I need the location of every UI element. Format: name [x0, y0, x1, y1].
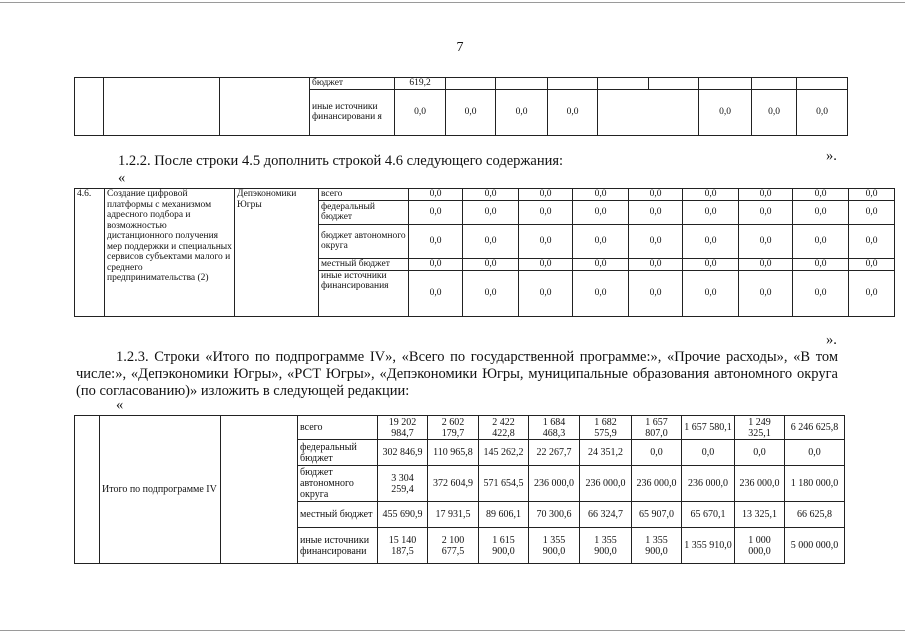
value-cell: 0,0 [683, 258, 739, 270]
value-cell [446, 78, 496, 90]
value-cell: 0,0 [793, 189, 849, 201]
subprogram-total-table [74, 415, 845, 564]
source-label: бюджет [310, 78, 395, 90]
source-label: федеральный бюджет [319, 200, 409, 224]
value-cell: 0,0 [849, 189, 895, 201]
scan-edge-bottom [0, 630, 905, 631]
open-quote: « [116, 397, 124, 413]
value-cell: 0,0 [409, 200, 463, 224]
value-cell: 0,0 [519, 224, 573, 258]
value-cell: 0,0 [683, 189, 739, 201]
value-cell: 66 324,7 [580, 502, 632, 528]
value-cell: 0,0 [573, 270, 629, 316]
value-cell: 0,0 [629, 189, 683, 201]
value-cell: 2 602 179,7 [428, 416, 479, 440]
value-cell: 0,0 [739, 189, 793, 201]
value-cell: 0,0 [629, 224, 683, 258]
value-cell: 0,0 [463, 258, 519, 270]
value-cell: 0,0 [793, 270, 849, 316]
value-cell: 0,0 [683, 224, 739, 258]
value-cell: 1 684 468,3 [529, 416, 580, 440]
close-quote: ». [826, 148, 837, 164]
subprogram-name: Итого по подпрограмме IV [100, 416, 221, 564]
value-cell: 0,0 [793, 224, 849, 258]
value-cell: 5 000 000,0 [785, 528, 845, 564]
value-cell: 1 355 900,0 [580, 528, 632, 564]
value-cell: 0,0 [683, 200, 739, 224]
value-cell: 236 000,0 [682, 466, 735, 502]
source-label: всего [319, 189, 409, 201]
value-cell: 1 657 580,1 [682, 416, 735, 440]
row-4-6-table [74, 188, 895, 317]
value-cell: 0,0 [683, 270, 739, 316]
value-cell: 0,0 [496, 89, 548, 135]
value-cell: 0,0 [395, 89, 446, 135]
value-cell: 0,0 [849, 200, 895, 224]
scan-edge-top [0, 2, 905, 3]
value-cell: 22 267,7 [529, 440, 580, 466]
value-cell: 0,0 [793, 200, 849, 224]
source-label: местный бюджет [298, 502, 378, 528]
value-cell: 0,0 [573, 200, 629, 224]
value-cell: 1 615 900,0 [479, 528, 529, 564]
value-cell: 15 140 187,5 [378, 528, 428, 564]
value-cell: 2 100 677,5 [428, 528, 479, 564]
value-cell [649, 78, 699, 90]
value-cell: 0,0 [632, 440, 682, 466]
value-cell: 0,0 [573, 224, 629, 258]
value-cell: 0,0 [629, 258, 683, 270]
value-cell: 0,0 [548, 89, 598, 135]
page-number: 7 [456, 40, 464, 55]
value-cell: 236 000,0 [529, 466, 580, 502]
value-cell: 0,0 [785, 440, 845, 466]
value-cell: 24 351,2 [580, 440, 632, 466]
source-label: бюджет автономного округа [319, 224, 409, 258]
value-cell: 0,0 [409, 258, 463, 270]
cell-blank [220, 78, 310, 136]
value-cell: 455 690,9 [378, 502, 428, 528]
value-cell: 1 682 575,9 [580, 416, 632, 440]
value-cell: 236 000,0 [735, 466, 785, 502]
value-cell: 0,0 [463, 224, 519, 258]
source-label: всего [298, 416, 378, 440]
value-cell: 236 000,0 [632, 466, 682, 502]
value-cell: 0,0 [682, 440, 735, 466]
value-cell: 1 657 807,0 [632, 416, 682, 440]
value-cell: 6 246 625,8 [785, 416, 845, 440]
value-cell [598, 89, 699, 135]
value-cell [598, 78, 649, 90]
activity-name: Создание цифровой платформы с механизмом адресного подбора и возможностью дистанционного получения мер поддержки и специальных сервисов субъектами малого и среднего предпринимательства (2) [105, 189, 235, 317]
value-cell: 1 355 900,0 [529, 528, 580, 564]
value-cell [548, 78, 598, 90]
source-label: местный бюджет [319, 258, 409, 270]
source-label: федеральный бюджет [298, 440, 378, 466]
value-cell: 0,0 [519, 258, 573, 270]
value-cell: 0,0 [849, 258, 895, 270]
value-cell: 372 604,9 [428, 466, 479, 502]
cell-blank [104, 78, 220, 136]
value-cell: 1 355 910,0 [682, 528, 735, 564]
source-label: иные источники финансировани я [310, 89, 395, 135]
value-cell: 0,0 [793, 258, 849, 270]
value-cell: 0,0 [409, 189, 463, 201]
value-cell [699, 78, 752, 90]
cell-blank [75, 78, 104, 136]
value-cell: 2 422 422,8 [479, 416, 529, 440]
value-cell: 0,0 [739, 224, 793, 258]
value-cell: 0,0 [739, 270, 793, 316]
value-cell [752, 78, 797, 90]
value-cell: 0,0 [752, 89, 797, 135]
value-cell: 13 325,1 [735, 502, 785, 528]
value-cell: 17 931,5 [428, 502, 479, 528]
value-cell: 0,0 [463, 200, 519, 224]
value-cell: 236 000,0 [580, 466, 632, 502]
value-cell [797, 78, 848, 90]
value-cell: 0,0 [446, 89, 496, 135]
open-quote: « [118, 170, 126, 186]
value-cell: 619,2 [395, 78, 446, 90]
value-cell: 0,0 [409, 270, 463, 316]
value-cell: 0,0 [463, 189, 519, 201]
value-cell: 0,0 [849, 270, 895, 316]
value-cell: 145 262,2 [479, 440, 529, 466]
value-cell: 0,0 [573, 189, 629, 201]
value-cell: 571 654,5 [479, 466, 529, 502]
value-cell: 0,0 [849, 224, 895, 258]
executor: Депэкономики Югры [235, 189, 319, 317]
value-cell: 0,0 [699, 89, 752, 135]
source-label: иные источники финансирования [319, 270, 409, 316]
section-1-2-2-text: 1.2.2. После строки 4.5 дополнить строкой 4.6 следующего содержания: [118, 153, 564, 169]
value-cell: 0,0 [739, 258, 793, 270]
value-cell: 0,0 [463, 270, 519, 316]
row-number: 4.6. [75, 189, 105, 317]
value-cell: 0,0 [739, 200, 793, 224]
source-label: иные источники финансировани [298, 528, 378, 564]
value-cell: 0,0 [519, 270, 573, 316]
value-cell: 302 846,9 [378, 440, 428, 466]
value-cell: 70 300,6 [529, 502, 580, 528]
value-cell: 1 180 000,0 [785, 466, 845, 502]
value-cell: 0,0 [629, 200, 683, 224]
value-cell: 0,0 [519, 189, 573, 201]
value-cell: 0,0 [519, 200, 573, 224]
section-1-2-3-text: 1.2.3. Строки «Итого по подпрограмме IV», «Всего по государственной программе:», «Прочие расходы», «В том числе:», «Депэкономики Югры», «РСТ Югры», «Депэкономики Югры, муниципальные образования автономного округа (по согласованию)» изложить в следующей редакции: [76, 349, 838, 399]
value-cell: 3 304 259,4 [378, 466, 428, 502]
value-cell: 65 670,1 [682, 502, 735, 528]
cell-blank [221, 416, 298, 564]
value-cell: 0,0 [797, 89, 848, 135]
close-quote: ». [826, 332, 837, 348]
value-cell: 65 907,0 [632, 502, 682, 528]
value-cell: 1 355 900,0 [632, 528, 682, 564]
continuation-table [74, 77, 848, 136]
value-cell: 0,0 [735, 440, 785, 466]
value-cell: 89 606,1 [479, 502, 529, 528]
value-cell: 1 249 325,1 [735, 416, 785, 440]
value-cell: 66 625,8 [785, 502, 845, 528]
value-cell [496, 78, 548, 90]
value-cell: 0,0 [573, 258, 629, 270]
value-cell: 0,0 [629, 270, 683, 316]
value-cell: 0,0 [409, 224, 463, 258]
value-cell: 1 000 000,0 [735, 528, 785, 564]
value-cell: 110 965,8 [428, 440, 479, 466]
cell-blank [75, 416, 100, 564]
value-cell: 19 202 984,7 [378, 416, 428, 440]
source-label: бюджет автономного округа [298, 466, 378, 502]
